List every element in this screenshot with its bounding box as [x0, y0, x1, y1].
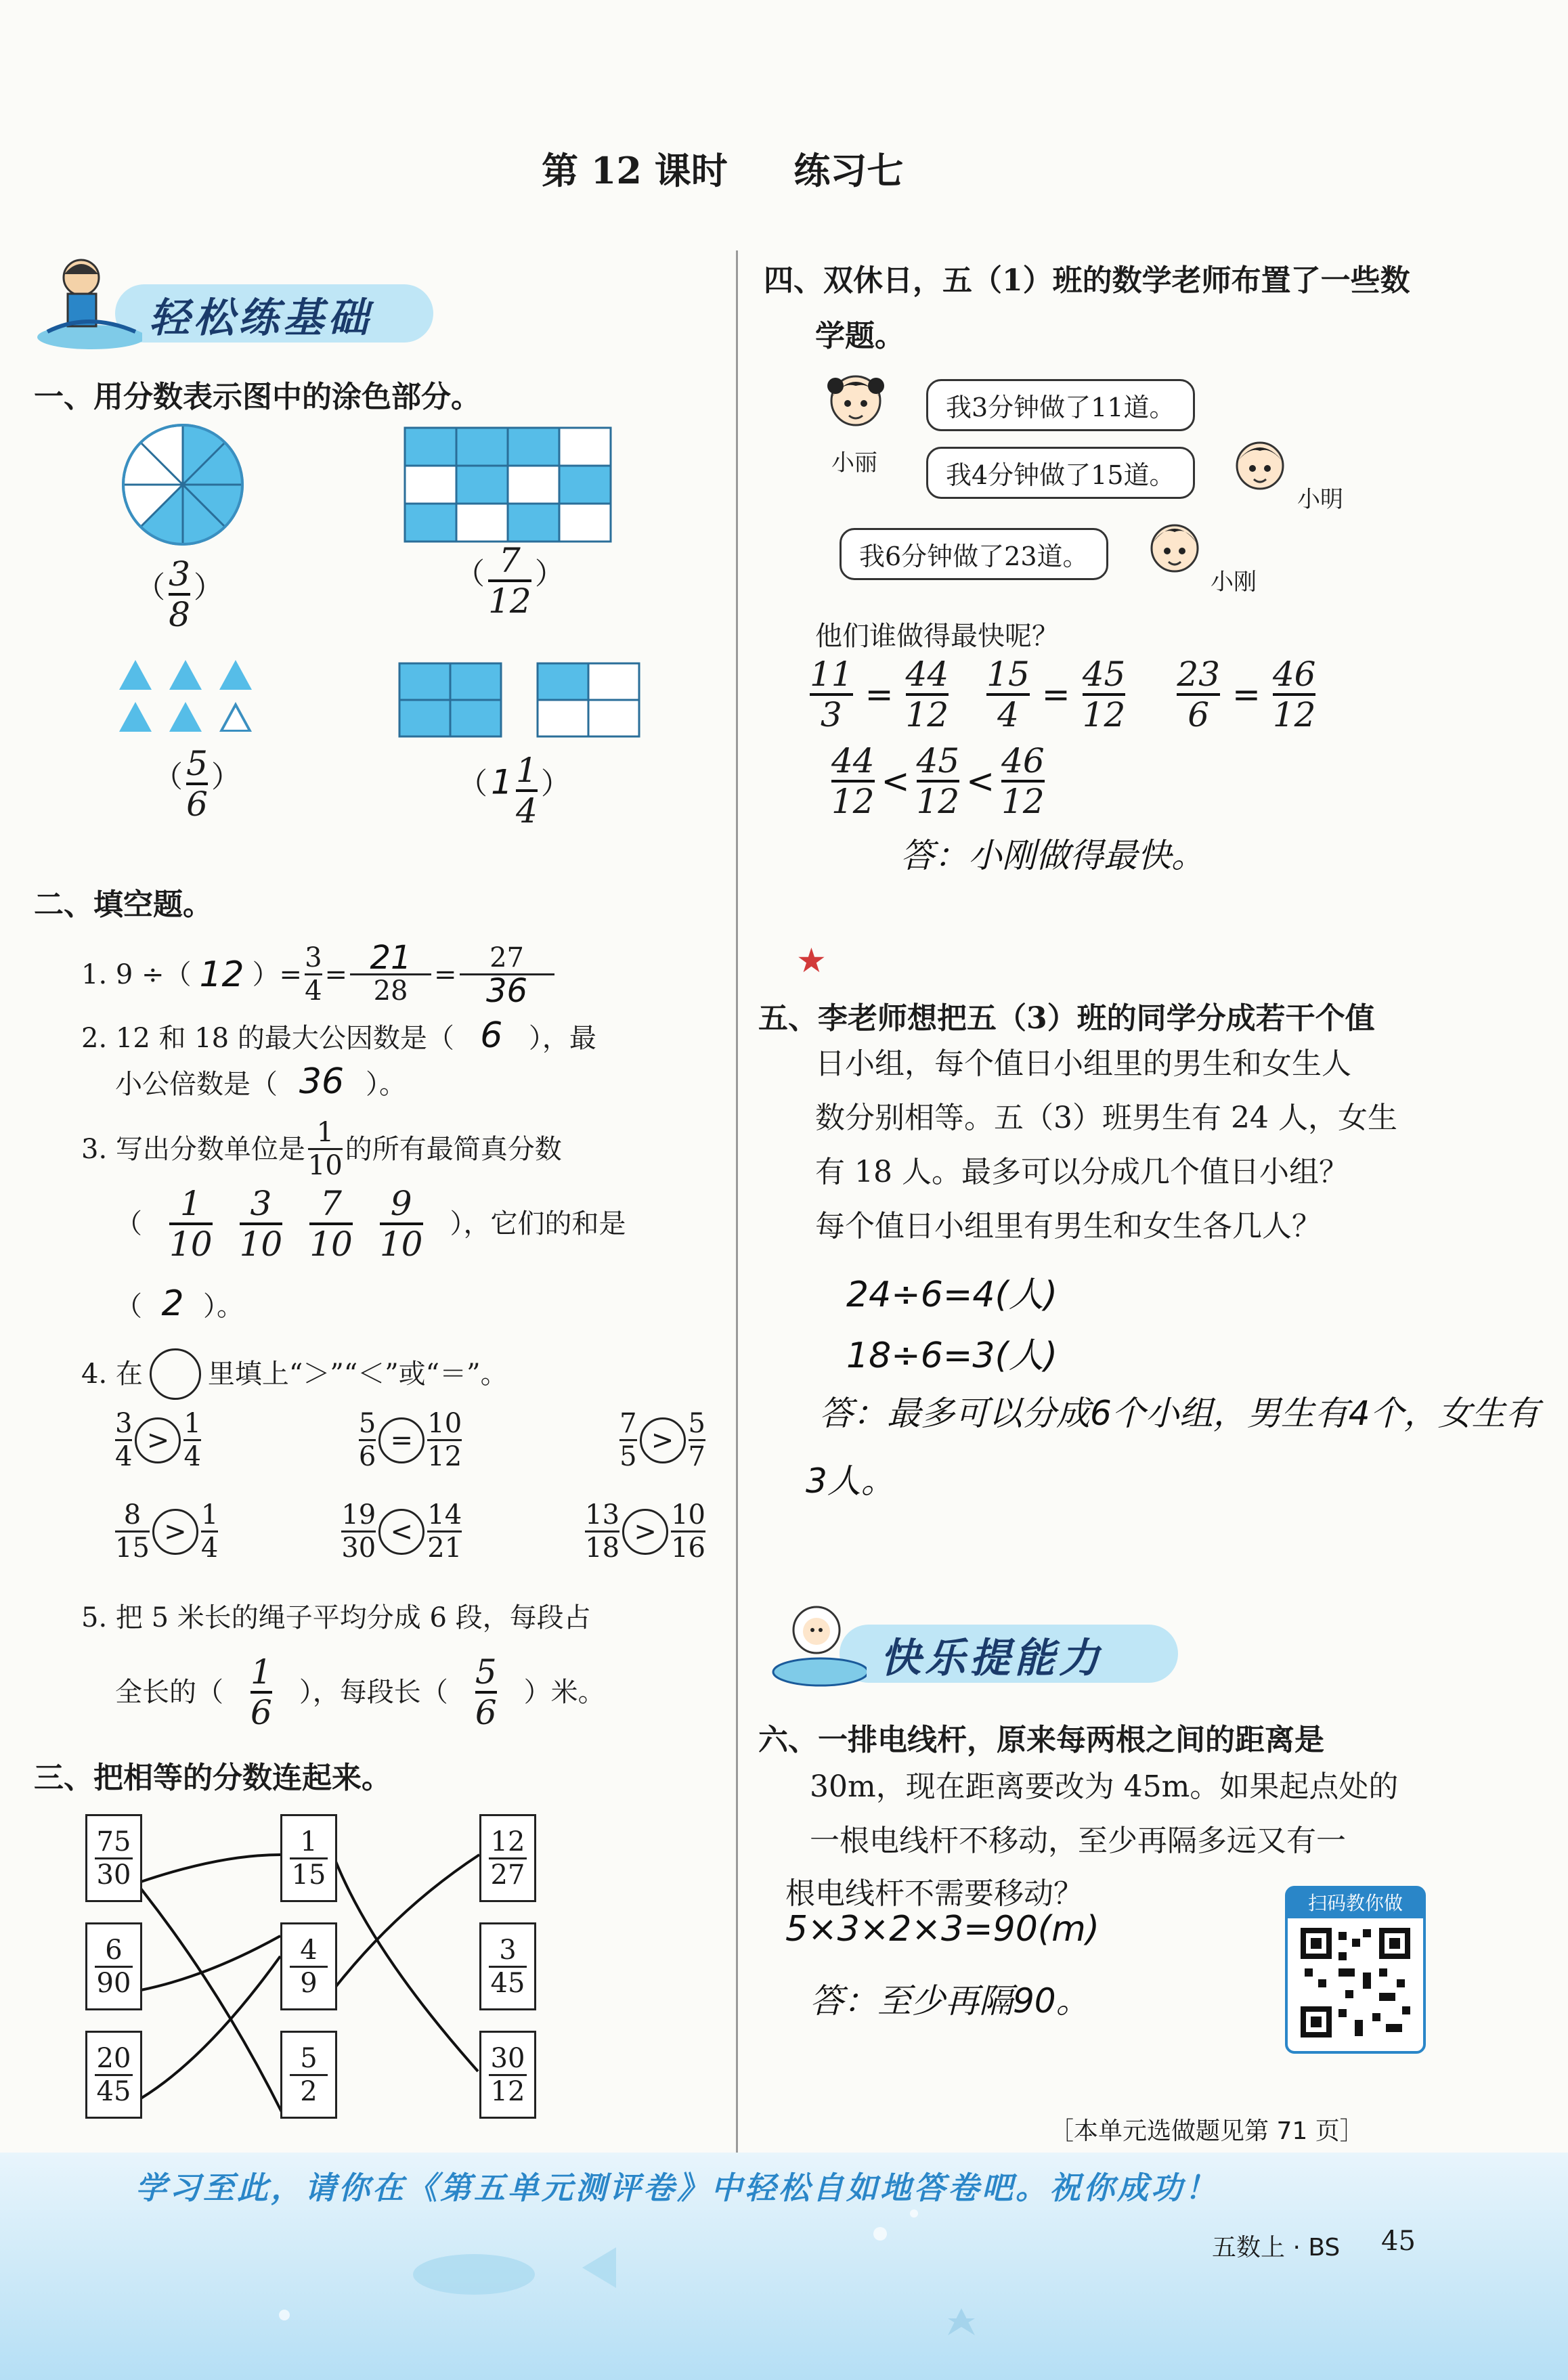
q4-work-line2: 44 12 < 45 12 < 46 12 [831, 741, 1045, 821]
q4-answer: 答：小刚做得最快。 [900, 836, 1205, 875]
q4-title-line1: 四、双休日，五（1）班的数学老师布置了一些数 [764, 263, 1410, 298]
q2-item1-answer1: 12 [199, 954, 244, 995]
q2-item4-cmp-5: $\frac{19}{30}$ < $\frac{14}{21}$ [341, 1499, 462, 1564]
q1-title: 一、用分数表示图中的涂色部分。 [34, 380, 481, 414]
q5-answer-line1: 答：最多可以分成6个小组，男生有4个，女生有 [819, 1394, 1540, 1433]
q6-line-4: 根电线杆不需要移动？ [785, 1876, 1083, 1911]
speaker-3-name: 小刚 [1211, 569, 1257, 596]
q3-col3-box-2: 3 45 [479, 1922, 536, 2010]
column-divider [736, 250, 738, 2159]
footer-book: 五数上 · BS [1212, 2234, 1341, 2262]
girl-avatar-icon [815, 359, 896, 440]
speech-bubble-1: 我3分钟做了11道。 [926, 379, 1195, 431]
q2-item1-frac1: $\frac{3}{4}$ [305, 942, 322, 1007]
q3-col1-box-1: 75 30 [85, 1814, 142, 1902]
q5-answer-line2: 3人。 [806, 1461, 895, 1501]
q2-item4-comparisons [112, 1408, 708, 1564]
astronaut-rocket-icon [758, 1597, 867, 1692]
boy-avatar-2-icon [1137, 509, 1212, 583]
q2-item3-unit-fraction: $\frac{1}{10}$ [307, 1117, 343, 1181]
footer-slogan: 学习至此，请你在《第五单元测评卷》中轻松自如地答卷吧。祝你成功！ [135, 2169, 1219, 2206]
q2-item3-answer-2: 3 10 [239, 1184, 283, 1264]
q1-rectangles-figure [398, 662, 642, 738]
q2-item1: 1. 9 ÷（ 12 ）= $\frac{3}{4}$ = $\frac{21}{28}$ = $\frac{27}{36}$ [81, 942, 557, 1007]
page-number: 45 [1381, 2226, 1416, 2257]
qr-panel[interactable] [1285, 1886, 1426, 2054]
q2-title: 二、填空题。 [34, 887, 213, 922]
q5-work-1: 24÷6=4(人) [846, 1275, 1058, 1315]
q5-line-5: 每个值日小组里有男生和女生各几人？ [815, 1209, 1322, 1243]
q2-item4-cmp-4: $\frac{8}{15}$ > $\frac{1}{4}$ [115, 1499, 219, 1564]
speech-bubble-3: 我6分钟做了23道。 [840, 528, 1108, 580]
band-ability-label: 快乐提能力 [880, 1635, 1104, 1682]
qr-label: 扫码教你做 [1288, 1889, 1423, 1918]
q2-item3-line2: （ 1 10 3 10 7 10 9 10 ），它们的和是 [115, 1184, 626, 1264]
q1-answer-c-fraction: $\frac{5}{6}$ [186, 744, 208, 824]
q6-line-2: 30m，现在距离要改为 45m。如果起点处的 [810, 1769, 1399, 1804]
q5-work-2: 18÷6=3(人) [846, 1336, 1058, 1376]
q3-col2-box-1: 1 15 [280, 1814, 337, 1902]
q2-item4-circle-icon [150, 1348, 201, 1400]
q1-triangles-figure [119, 660, 282, 732]
q2-item5-answer1: 1 6 [251, 1652, 272, 1732]
q1-answer-d: （ 1 $\frac{1}{4}$ ） [458, 751, 571, 831]
q1-answer-c: （ $\frac{5}{6}$ ） [153, 744, 241, 824]
q6-line-3: 一根电线杆不移动，至少再隔多远又有一 [810, 1824, 1346, 1858]
lesson-topic: 练习七 [793, 149, 904, 192]
q2-item3-line3: （ 2 ）。 [115, 1283, 244, 1324]
band-ability [758, 1597, 1178, 1692]
q6-line-1: 六、一排电线杆，原来每两根之间的距离是 [758, 1723, 1324, 1757]
q5-line-2: 日小组，每个值日小组里的男生和女生人 [815, 1046, 1351, 1081]
q4-work-line1: 11 3 = 44 12 15 4 = 45 12 23 6 = 46 12 [810, 655, 1316, 734]
q2-item2-answer2: 36 [299, 1061, 345, 1102]
q2-item3-answer-3: 7 10 [309, 1184, 353, 1264]
q2-item1-frac2: $\frac{21}{28}$ [350, 942, 431, 1007]
q3-title: 三、把相等的分数连起来。 [34, 1761, 391, 1795]
q3-matching-area [85, 1814, 735, 2125]
q2-item4-cmp-3: $\frac{7}{5}$ > $\frac{5}{7}$ [619, 1408, 705, 1472]
band-basic-label: 轻松练基础 [149, 294, 372, 342]
page-title [542, 142, 903, 194]
q1-answer-a: （ $\frac{3}{8}$ ） [135, 554, 223, 634]
q3-col1-box-2: 6 90 [85, 1922, 142, 2010]
lesson-number: 第 12 课时 [542, 149, 728, 192]
q2-item5-line2: 全长的（ 1 6 ），每段长（ 5 6 ）米。 [115, 1652, 605, 1732]
q2-item2-line2: 小公倍数是（ 36 ）。 [115, 1061, 406, 1102]
q2-item3-answer-4: 9 10 [379, 1184, 423, 1264]
q1-answer-d-fraction: $\frac{1}{4}$ [516, 751, 538, 831]
speech-bubble-2: 我4分钟做了15道。 [926, 447, 1195, 499]
q1-answer-b: （ $\frac{7}{12}$ ） [455, 541, 565, 621]
q5-line-1: 五、李老师想把五（3）班的同学分成若干个值 [758, 1001, 1375, 1036]
q3-col3-box-3: 30 12 [479, 2031, 536, 2119]
q2-item3-answer-1: 1 10 [169, 1184, 213, 1264]
q2-item5-answer2: 5 6 [475, 1652, 497, 1732]
q5-line-3: 数分别相等。五（3）班男生有 24 人，女生 [815, 1101, 1397, 1135]
speaker-1-name: 小丽 [831, 449, 877, 477]
q2-item4-cmp-6: $\frac{13}{18}$ > $\frac{10}{16}$ [585, 1499, 705, 1564]
q2-item5-line1: 5. 把 5 米长的绳子平均分成 6 段，每段占 [81, 1602, 591, 1633]
q6-answer: 答：至少再隔90。 [810, 1981, 1090, 2021]
q2-item4-cmp-2: $\frac{5}{6}$ = $\frac{10}{12}$ [358, 1408, 462, 1472]
q3-col2-box-3: 5 2 [280, 2031, 337, 2119]
q1-answer-b-fraction: $\frac{7}{12}$ [488, 541, 531, 621]
q5-line-4: 有 18 人。最多可以分成几个值日小组？ [815, 1155, 1349, 1189]
q3-col1-box-3: 20 45 [85, 2031, 142, 2119]
q2-item3-sum: 2 [161, 1283, 184, 1324]
q2-item4-line1: 4. 在 里填上“＞”“＜”或“＝”。 [81, 1348, 508, 1400]
boy-avatar-icon [1223, 426, 1297, 501]
q2-item1-frac3: $\frac{27}{36}$ [460, 942, 554, 1007]
q4-question: 他们谁做得最快呢？ [815, 621, 1059, 652]
surfer-boy-icon [27, 250, 142, 359]
q3-col2-box-2: 4 9 [280, 1922, 337, 2010]
q4-title-line2: 学题。 [815, 319, 905, 353]
q5-star-mark: ★ [796, 941, 827, 980]
speaker-2-name: 小明 [1297, 486, 1343, 513]
qr-code-icon [1298, 1925, 1413, 2040]
q3-col3-box-1: 12 27 [479, 1814, 536, 1902]
q2-item3-line1: 3. 写出分数单位是 $\frac{1}{10}$ 的所有最简真分数 [81, 1117, 562, 1181]
q2-item2-answer1: 6 [480, 1015, 503, 1056]
footer-note: ［本单元选做题见第 71 页］ [1049, 2117, 1364, 2145]
q6-work: 5×3×2×3=90(m) [785, 1909, 1100, 1949]
band-basic [27, 250, 433, 359]
q3-connecting-lines [85, 1814, 735, 2125]
q2-item2-line1: 2. 12 和 18 的最大公因数是（ 6 ），最 [81, 1015, 596, 1056]
q2-item4-cmp-1: $\frac{3}{4}$ > $\frac{1}{4}$ [115, 1408, 201, 1472]
q1-circle-figure [119, 421, 246, 548]
q1-answer-a-fraction: $\frac{3}{8}$ [169, 554, 190, 634]
q1-grid-figure [404, 426, 612, 543]
